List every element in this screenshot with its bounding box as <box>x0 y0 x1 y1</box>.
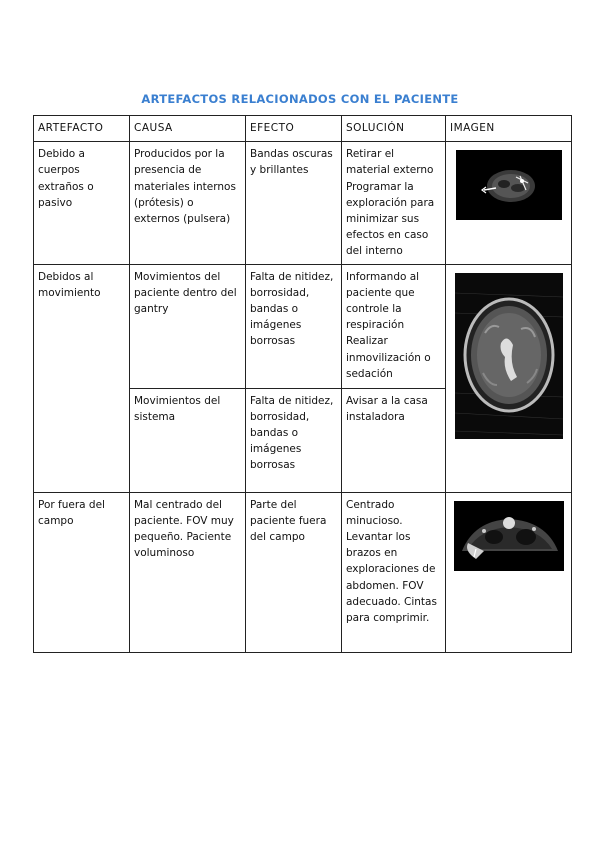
cell-causa: Movimientos del sistema <box>130 388 246 492</box>
table-row <box>34 142 572 264</box>
cell-imagen <box>446 492 572 652</box>
cell-causa: Movimientos del paciente dentro del gantry <box>130 264 246 388</box>
cell-solucion: Centrado minucioso. Levantar los brazos en exploraciones de abdomen. FOV adecuado. Cintas para comprimir. <box>342 492 446 652</box>
cell-artefacto: Debido a cuerpos extraños o pasivo <box>34 142 130 264</box>
ct-scan-foreign-body-image <box>456 150 562 220</box>
cell-efecto: Bandas oscuras y brillantes <box>246 142 342 264</box>
header-artefacto: ARTEFACTO <box>34 116 130 142</box>
cell-imagen <box>446 264 572 492</box>
cell-solucion: Retirar el material externo Programar la exploración para minimizar sus efectos en caso del interno <box>342 142 446 264</box>
table-row <box>34 492 572 652</box>
cell-efecto: Falta de nitidez, borrosidad, bandas o imágenes borrosas <box>246 388 342 492</box>
cell-causa: Producidos por la presencia de materiales internos (prótesis) o externos (pulsera) <box>130 142 246 264</box>
cell-efecto: Parte del paciente fuera del campo <box>246 492 342 652</box>
cell-causa: Mal centrado del paciente. FOV muy pequeño. Paciente voluminoso <box>130 492 246 652</box>
cell-artefacto: Por fuera del campo <box>34 492 130 652</box>
ct-scan-brain-motion-image <box>455 273 563 439</box>
header-solucion: SOLUCIÓN <box>342 116 446 142</box>
header-imagen: IMAGEN <box>446 116 572 142</box>
cell-artefacto: Debidos al movimiento <box>34 264 130 492</box>
header-causa: CAUSA <box>130 116 246 142</box>
table-header-row <box>34 116 572 142</box>
header-efecto: EFECTO <box>246 116 342 142</box>
artifacts-table <box>33 115 572 653</box>
page-title: ARTEFACTOS RELACIONADOS CON EL PACIENTE <box>141 92 459 106</box>
ct-scan-out-of-field-image <box>454 501 564 571</box>
cell-solucion: Avisar a la casa instaladora <box>342 388 446 492</box>
cell-imagen <box>446 142 572 264</box>
table-row <box>34 264 572 388</box>
cell-efecto: Falta de nitidez, borrosidad, bandas o imágenes borrosas <box>246 264 342 388</box>
cell-solucion: Informando al paciente que controle la respiración Realizar inmovilización o sedación <box>342 264 446 388</box>
